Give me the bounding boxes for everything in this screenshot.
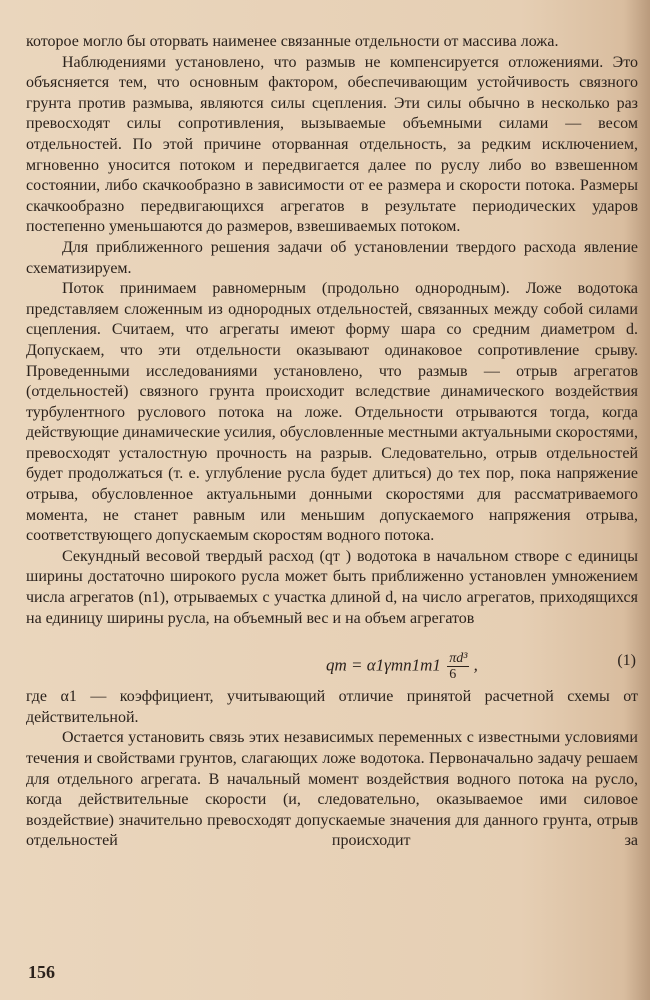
paragraph: Для приближенного решения задачи об установлении твердого расхода явление схематизируем. bbox=[26, 238, 638, 277]
body-text bbox=[26, 32, 638, 852]
equation-tail: , bbox=[473, 655, 478, 675]
fraction-denominator: 6 bbox=[449, 667, 457, 683]
paragraph: Секундный весовой твердый расход (qт ) водотока в начальном створе с единицы ширины достаточно широкого русла может быть приближенно установлен умножением числа агрегатов (n1), отрываемых с участка длиной d, на число агрегатов, приходящихся на единицу ширины русла, на объемный вес и на объем агрегатов bbox=[26, 547, 638, 627]
paragraph: Поток принимаем равномерным (продольно однородным). Ложе водотока представляем сложенным из однородных отдельностей, связанных между собой силами сцепления. Считаем, что агрегаты имеют форму шара со средним диаметром d. Допускаем, что эти отдельности оказывают одинаковое сопротивление срыву. Проведенными исследованиями установлено, что размыв — отрыв агрегатов (отдельностей) связного грунта происходит вследствие динамического воздействия турбулентного руслового потока на ложе. Отдельности отрываются тогда, когда действующие динамические усилия, обусловленные местными актуальными скоростями, превосходят усталостную прочность на разрыв. Следовательно, отрыв отдельностей будет продолжаться (т. е. углубление русла будет длиться) до тех пор, пока напряжение отрыва, обусловленное актуальными донными скоростями для рассматриваемого момента, не станет равным или меньшим допускаемого напряжения отрыва, соответствующего допускаемым скоростям водного потока. bbox=[26, 280, 638, 545]
equation-formula bbox=[326, 651, 478, 682]
paragraph: где α1 — коэффициент, учитывающий отличие принятой расчетной схемы от действительной. bbox=[26, 688, 638, 726]
equation-number: (1) bbox=[617, 652, 636, 670]
paragraph: Наблюдениями установлено, что размыв не компенсируется отложениями. Это объясняется тем, что основным фактором, обеспечивающим устойчивость связного грунта против размыва, являются силы сцепления. Эти силы обычно в несколько раз превосходят силы сопротивления, вызываемые объемными силами — весом отдельностей. По этой причине оторванная отдельность, за редким исключением, мгновенно уносится потоком и передвигается далее по руслу либо во взвешенном состоянии, либо скачкообразно в зависимости от ее размера и скорости потока. Размеры скачкообразно передвигающихся агрегатов в результате периодических ударов постепенно уменьшаются до размеров, взвешиваемых потоком. bbox=[26, 53, 638, 236]
paragraph: Остается установить связь этих независимых переменных с известными условиями течения и свойствами грунтов, слагающих ложе водотока. Первоначально задачу решаем для отдельного агрегата. В начальный момент воздействия водного потока на русло, когда действительные скорости (и, следовательно, оказываемое ими силовое воздействие) значительно превосходят допускаемые значения для данного грунта, отрыв отдельностей происходит за bbox=[26, 729, 638, 850]
equation-fraction bbox=[447, 651, 469, 682]
equation bbox=[26, 635, 638, 683]
paragraph: которое могло бы оторвать наименее связанные отдельности от массива ложа. bbox=[26, 33, 559, 50]
fraction-numerator: πd³ bbox=[449, 651, 468, 667]
page-number: 156 bbox=[28, 962, 55, 982]
equation-lhs: qт = α1γтn1m1 bbox=[326, 655, 441, 675]
